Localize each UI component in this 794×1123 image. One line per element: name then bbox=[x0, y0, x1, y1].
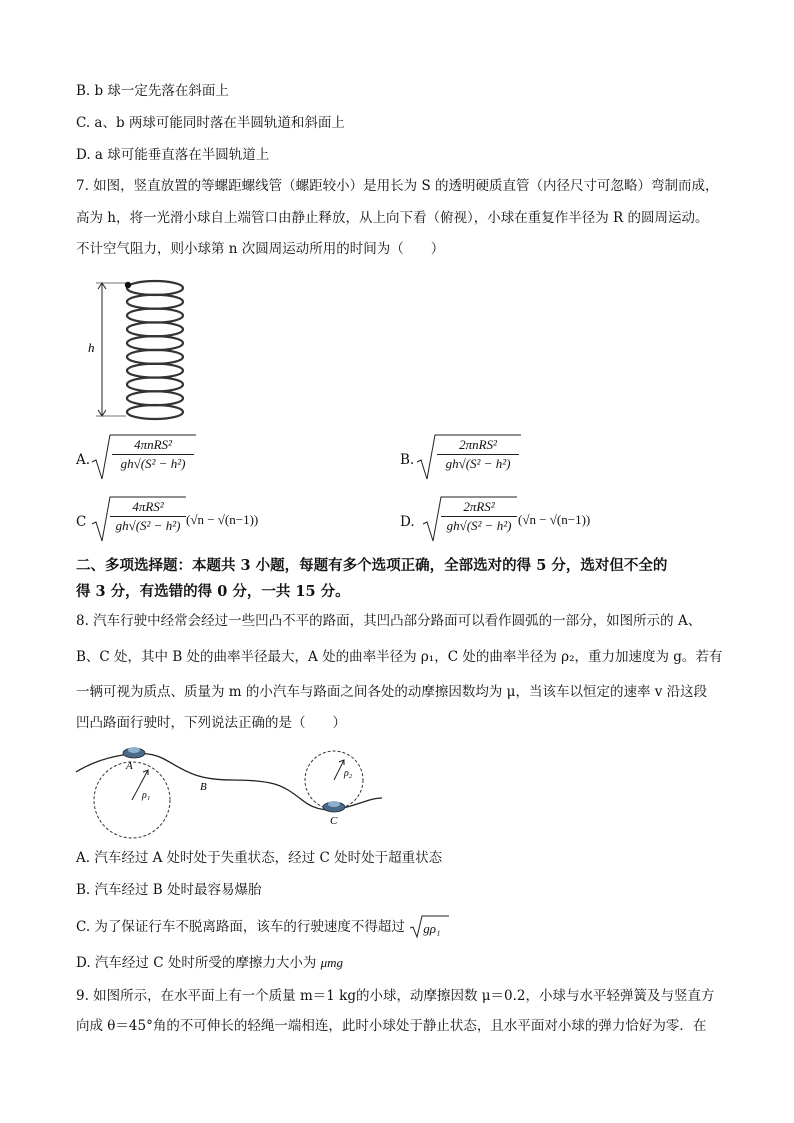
label-b: B bbox=[200, 781, 207, 793]
ball-icon bbox=[125, 282, 131, 288]
q9-stem-line1: 9. 如图所示，在水平面上有一个质量 m＝1 kg的小球，动摩擦因数 μ＝0.2，小球与水平轻弹簧及与竖直方 bbox=[76, 988, 715, 1004]
q8-stem-line4: 凹凸路面行驶时，下列说法正确的是（ ） bbox=[76, 715, 346, 731]
road-figure bbox=[72, 742, 392, 854]
q7-option-c-tail: (√n − √(n−1)) bbox=[186, 512, 259, 527]
car-icon-c bbox=[323, 801, 345, 812]
helix-figure bbox=[82, 272, 202, 422]
q8-stem-line1: 8. 汽车行驶中经常会经过一些凹凸不平的路面，其凹凸部分路面可以看作圆弧的一部分，如图所示的 A、 bbox=[76, 613, 702, 629]
q6-option-c: C. a、b 两球可能同时落在半圆轨道和斜面上 bbox=[76, 115, 345, 131]
q8-option-a: A. 汽车经过 A 处时处于失重状态，经过 C 处时处于超重状态 bbox=[76, 850, 443, 866]
label-rho2: ρ₂ bbox=[344, 768, 353, 779]
helix-coil bbox=[127, 350, 183, 364]
q8-stem-line3: 一辆可视为质点、质量为 m 的小汽车与路面之间各处的动摩擦因数均为 μ，当该车以恒定的速率 v 沿这段 bbox=[76, 684, 708, 700]
q9-stem-line2: 向成 θ＝45°角的不可伸长的轻绳一端相连，此时小球处于静止状态，且水平面对小球的弹力恰好为零．在 bbox=[76, 1018, 707, 1034]
q7-option-d-tail: (√n − √(n−1)) bbox=[518, 512, 591, 527]
helix-coil bbox=[127, 364, 183, 378]
car-icon-a bbox=[123, 747, 145, 758]
section2-heading-line1: 二、多项选择题：本题共 3 小题，每题有多个选项正确，全部选对的得 5 分，选对但不全的 bbox=[76, 557, 668, 574]
q8-option-c: C. 为了保证行车不脱离路面，该车的行驶速度不得超过 gρ₁ bbox=[76, 917, 449, 938]
q7-option-a-label: A. bbox=[76, 452, 91, 468]
helix-coil bbox=[127, 391, 183, 405]
helix-coil bbox=[127, 309, 183, 323]
q6-option-b: B. b 球一定先落在斜面上 bbox=[76, 83, 229, 99]
q7-option-d-label: D. bbox=[400, 514, 415, 530]
q7-stem-line2: 高为 h，将一光滑小球自上端管口由静止释放，从上向下看（俯视），小球在重复作半径为 R 的圆周运动。 bbox=[76, 210, 709, 226]
height-label: h bbox=[88, 340, 95, 355]
label-rho1: ρ₁ bbox=[142, 790, 151, 801]
q7-option-c-fraction: 4πRS² gh√(S² − h²) bbox=[110, 499, 186, 534]
q7-option-a-fraction: 4πnRS² gh√(S² − h²) bbox=[112, 437, 194, 472]
q7-stem-line3: 不计空气阻力，则小球第 n 次圆周运动所用的时间为（ ） bbox=[76, 241, 445, 257]
helix-coil bbox=[127, 336, 183, 350]
helix-coil bbox=[127, 377, 183, 391]
q7-stem-line1: 7. 如图，竖直放置的等螺距螺线管（螺距较小）是用长为 S 的透明硬质直管（内径尺寸可忽略）弯制而成， bbox=[76, 178, 719, 194]
helix-coil bbox=[127, 322, 183, 336]
helix-coil bbox=[127, 295, 183, 309]
q8-option-b: B. 汽车经过 B 处时最容易爆胎 bbox=[76, 882, 262, 898]
q7-option-b-label: B. bbox=[400, 452, 415, 468]
q8-option-d: D. 汽车经过 C 处时所受的摩擦力大小为 μmg bbox=[76, 955, 344, 971]
section2-heading-line2: 得 3 分，有选错的得 0 分，一共 15 分。 bbox=[76, 583, 350, 600]
q6-option-d: D. a 球可能垂直落在半圆轨道上 bbox=[76, 147, 270, 163]
q7-option-c-label: C bbox=[76, 514, 87, 530]
q8-stem-line2: B、C 处，其中 B 处的曲率半径最大，A 处的曲率半径为 ρ₁，C 处的曲率半径为 ρ₂，重力加速度为 g。若有 bbox=[76, 649, 723, 665]
label-a: A bbox=[126, 760, 133, 772]
helix-coil bbox=[127, 405, 183, 419]
q7-option-b-fraction: 2πnRS² gh√(S² − h²) bbox=[437, 437, 519, 472]
label-c: C bbox=[330, 815, 338, 827]
q8-option-c-radical: gρ₁ bbox=[409, 918, 449, 938]
helix-coil bbox=[127, 281, 183, 295]
q7-option-d-fraction: 2πRS² gh√(S² − h²) bbox=[441, 499, 517, 534]
